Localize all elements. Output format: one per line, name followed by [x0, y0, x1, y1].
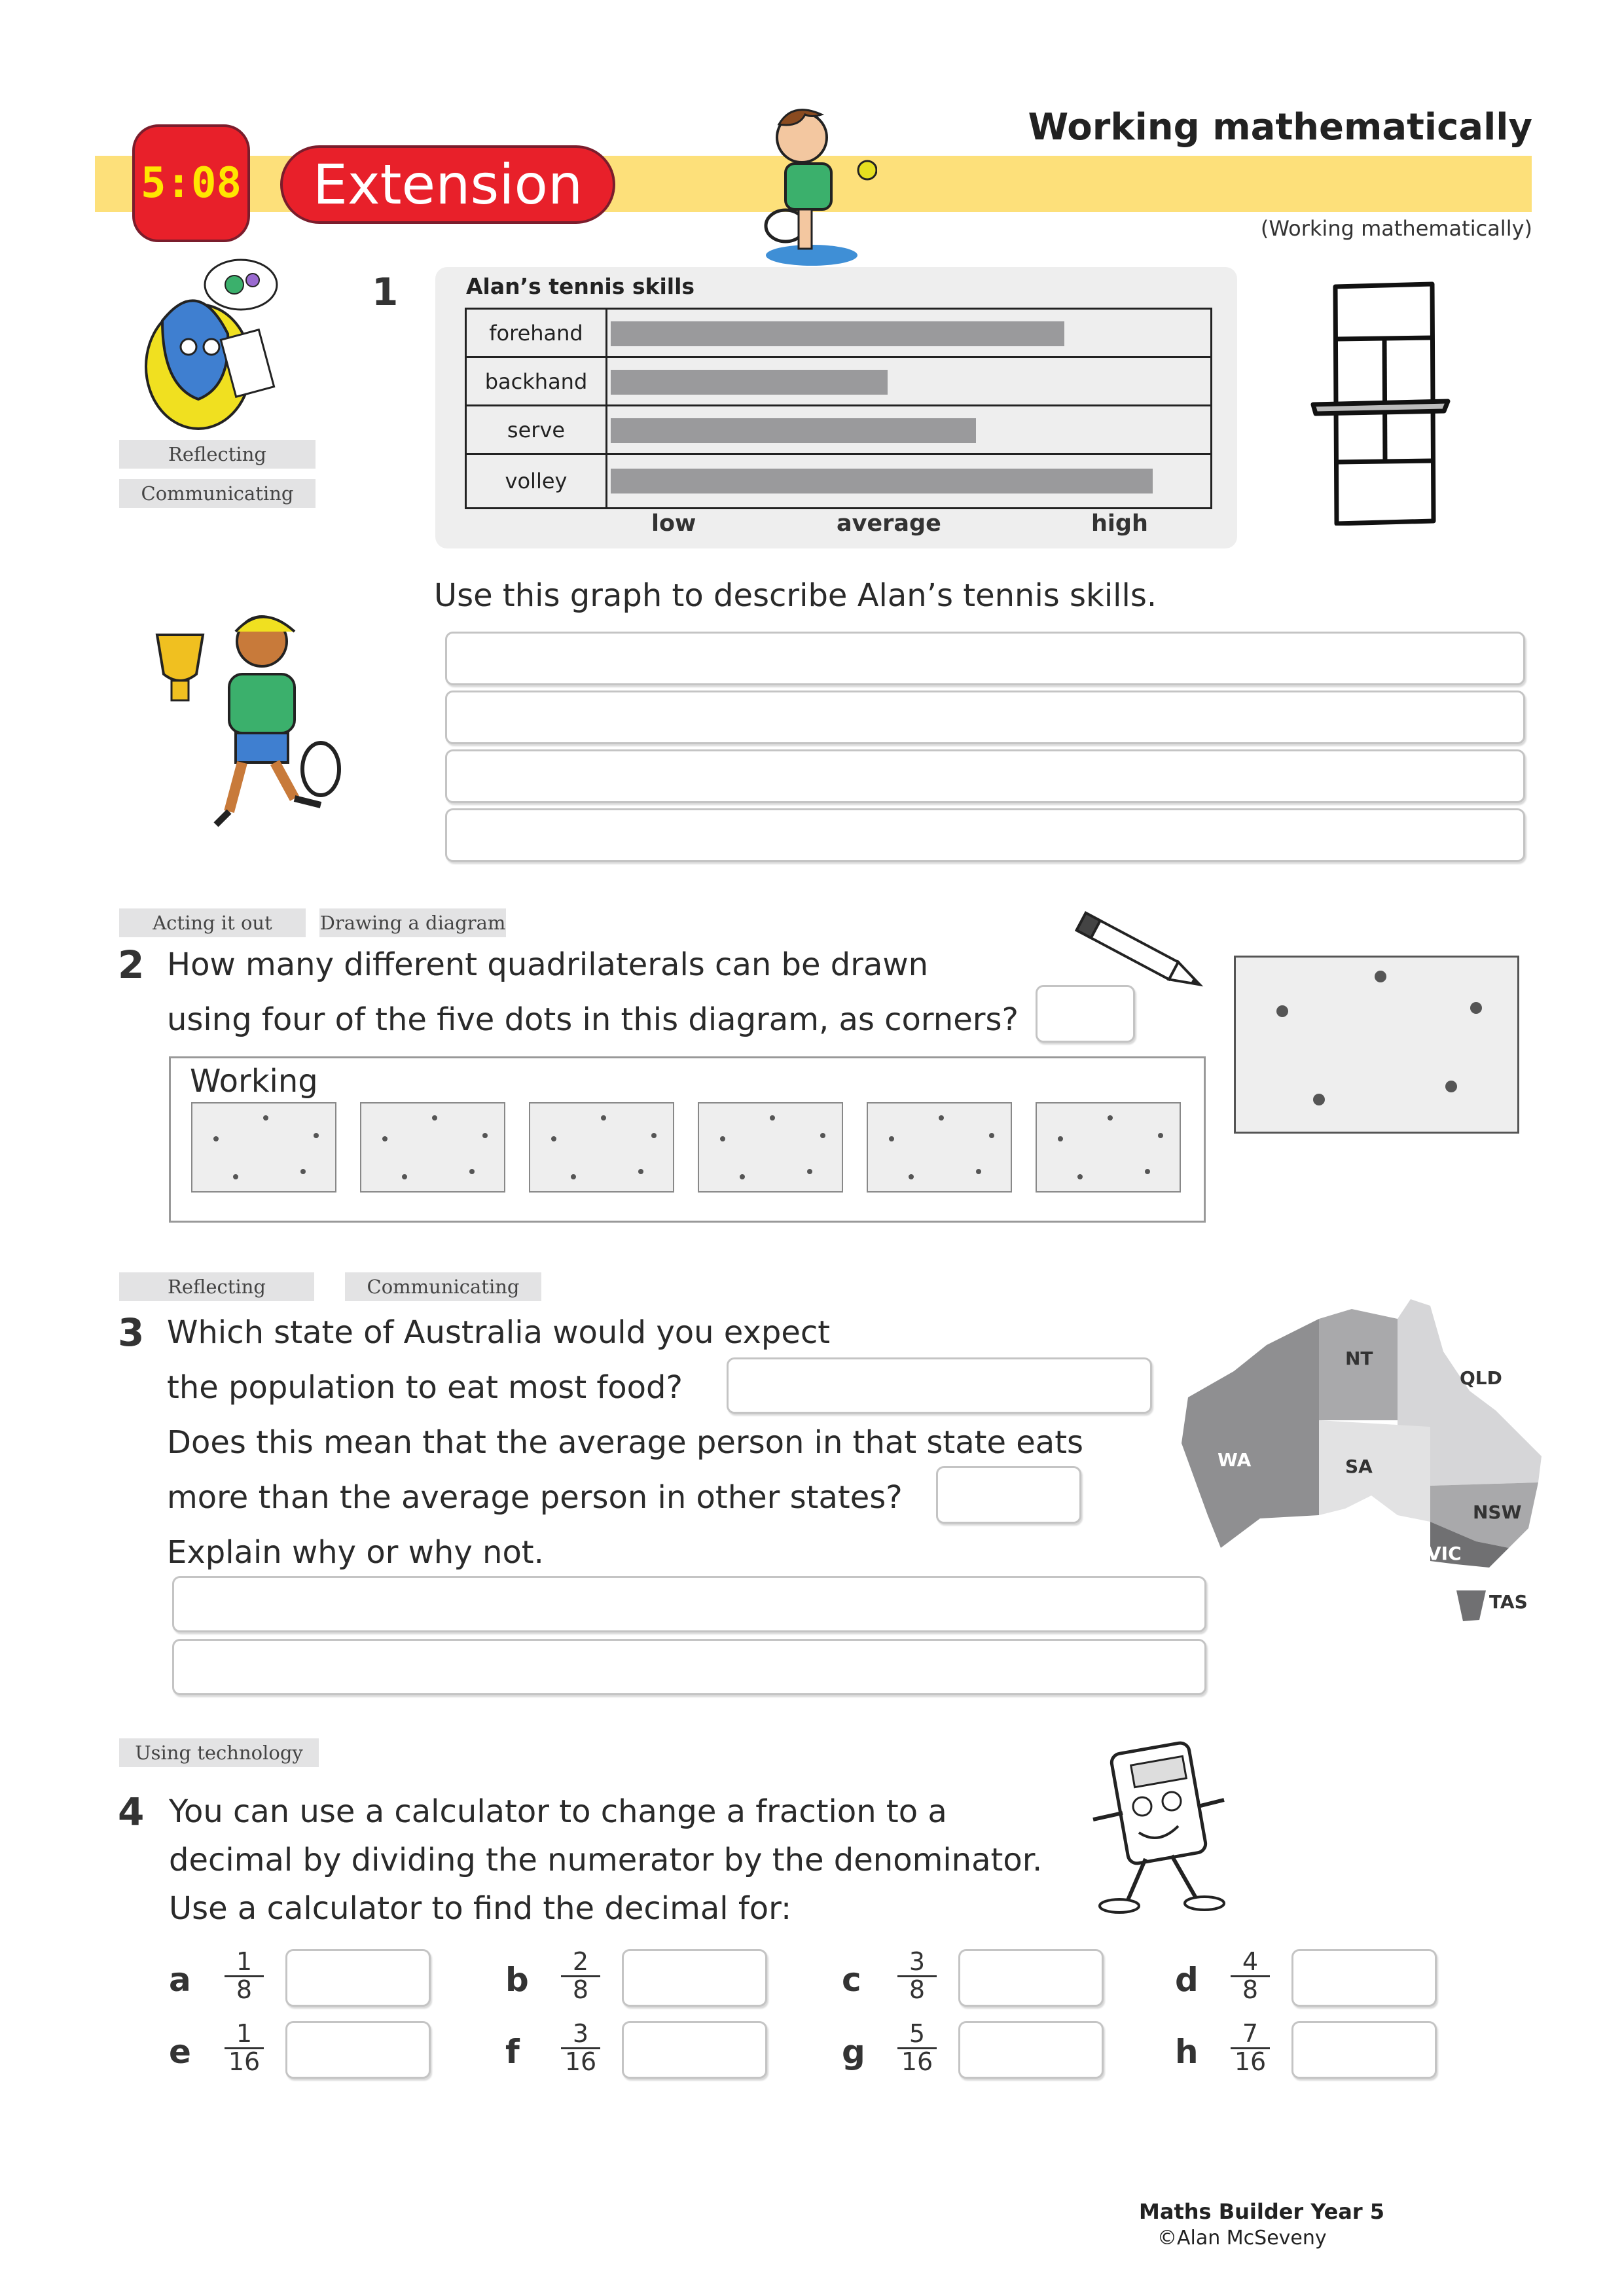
- chart-title: Alan’s tennis skills: [466, 274, 695, 299]
- tag-reflecting-q3: Reflecting: [119, 1272, 314, 1301]
- map-label-nt: NT: [1345, 1348, 1373, 1369]
- dot: [651, 1133, 657, 1138]
- q4-answer-box-d[interactable]: [1291, 1949, 1437, 2007]
- fraction-denominator: 16: [564, 2047, 597, 2076]
- q1-prompt: Use this graph to describe Alan’s tennis skills.: [434, 577, 1157, 614]
- q4-answer-box-c[interactable]: [958, 1949, 1104, 2007]
- chart-bar: [611, 321, 1064, 346]
- extension-badge: Extension: [280, 145, 615, 224]
- fraction-denominator: 8: [236, 1975, 253, 2004]
- x-tick-average: average: [837, 511, 941, 537]
- q3-line-4: more than the average person in other states?: [167, 1479, 903, 1516]
- q4-answer-box-h[interactable]: [1291, 2021, 1437, 2079]
- dot: [551, 1136, 556, 1141]
- q4-fraction: [897, 1949, 937, 2003]
- fraction-numerator: 7: [1231, 2021, 1270, 2049]
- chart-bar: [611, 418, 976, 443]
- five-dots-diagram: [1234, 956, 1519, 1134]
- q3-line-5: Explain why or why not.: [167, 1534, 544, 1571]
- q4-item-letter: g: [842, 2033, 865, 2071]
- q4-fraction: [561, 1949, 600, 2003]
- q4-fraction: [225, 2021, 264, 2075]
- q1-answer-line-2[interactable]: [445, 691, 1525, 744]
- chart-category-label: volley: [467, 455, 607, 507]
- fraction-denominator: 16: [901, 2047, 933, 2076]
- q4-item-letter: e: [169, 2033, 191, 2071]
- dot: [740, 1174, 745, 1179]
- question-number-1: 1: [372, 270, 399, 314]
- fraction-numerator: 2: [561, 1949, 600, 1977]
- q4-item-letter: b: [505, 1961, 529, 1999]
- q3-explain-line-1[interactable]: [172, 1576, 1206, 1632]
- dot: [571, 1174, 576, 1179]
- dot: [807, 1169, 812, 1174]
- chart-row: [467, 406, 1210, 455]
- q4-fraction: [1231, 1949, 1270, 2003]
- q4-fraction: [897, 2021, 937, 2075]
- working-dot-diagram[interactable]: [698, 1102, 843, 1193]
- dot: [1158, 1133, 1163, 1138]
- map-label-nsw: NSW: [1473, 1501, 1522, 1523]
- q3-yes-no-answer-box[interactable]: [936, 1466, 1081, 1524]
- tag-acting-it-out: Acting it out: [119, 908, 306, 937]
- q4-line-1: You can use a calculator to change a fraction to a: [169, 1793, 947, 1830]
- q4-item-letter: c: [842, 1961, 861, 1999]
- dot: [820, 1133, 825, 1138]
- chart-bar: [611, 469, 1153, 493]
- q4-answer-box-f[interactable]: [622, 2021, 767, 2079]
- dot: [213, 1136, 219, 1141]
- section-code-badge: 5:08: [132, 124, 250, 242]
- map-label-tas: TAS: [1489, 1591, 1528, 1613]
- pencil-icon: [1060, 910, 1218, 995]
- working-label: Working: [190, 1063, 318, 1100]
- working-dot-diagram[interactable]: [360, 1102, 505, 1193]
- dot: [601, 1115, 606, 1121]
- fraction-denominator: 8: [572, 1975, 589, 2004]
- q4-item-letter: a: [169, 1961, 191, 1999]
- footer-book-title: Maths Builder Year 5: [1139, 2199, 1385, 2224]
- q4-fraction: [1231, 2021, 1270, 2075]
- trophy-player-illustration: [131, 602, 367, 838]
- q2-line-1: How many different quadrilaterals can be drawn: [167, 946, 929, 983]
- dot: [1145, 1169, 1150, 1174]
- dot: [314, 1133, 319, 1138]
- q3-state-answer-box[interactable]: [727, 1357, 1152, 1414]
- dot: [1276, 1005, 1288, 1017]
- map-label-wa: WA: [1218, 1449, 1252, 1471]
- question-number-2: 2: [118, 942, 145, 987]
- tennis-player-illustration: [746, 98, 877, 268]
- q4-item-letter: d: [1175, 1961, 1199, 1999]
- dot: [976, 1169, 981, 1174]
- q3-line-3: Does this mean that the average person in that state eats: [167, 1424, 1084, 1461]
- tag-communicating: Communicating: [119, 479, 316, 508]
- tennis-court-diagram: [1309, 280, 1453, 526]
- dot: [1313, 1094, 1325, 1105]
- q4-fraction: [561, 2021, 600, 2075]
- page-title: Working mathematically: [1028, 106, 1532, 149]
- tag-using-technology: Using technology: [119, 1738, 319, 1767]
- tag-reflecting: Reflecting: [119, 440, 316, 469]
- q4-fraction: [225, 1949, 264, 2003]
- dot: [263, 1115, 268, 1121]
- tag-communicating-q3: Communicating: [345, 1272, 541, 1301]
- q4-item-letter: f: [505, 2033, 520, 2071]
- q2-line-2: using four of the five dots in this diagram, as corners?: [167, 1001, 1019, 1038]
- question-number-4: 4: [118, 1789, 145, 1834]
- fraction-numerator: 1: [225, 1949, 264, 1977]
- dot: [939, 1115, 944, 1121]
- working-dot-diagram[interactable]: [1036, 1102, 1181, 1193]
- dot: [720, 1136, 725, 1141]
- fraction-numerator: 3: [897, 1949, 937, 1977]
- chart-category-label: backhand: [467, 358, 607, 404]
- dot: [889, 1136, 894, 1141]
- q4-answer-box-a[interactable]: [285, 1949, 431, 2007]
- map-label-vic: VIC: [1427, 1543, 1462, 1564]
- fraction-numerator: 4: [1231, 1949, 1270, 1977]
- fraction-denominator: 16: [228, 2047, 261, 2076]
- chart-row: [467, 358, 1210, 406]
- australia-map: [1182, 1299, 1548, 1640]
- q4-line-3: Use a calculator to find the decimal for:: [169, 1890, 792, 1927]
- dot: [402, 1174, 407, 1179]
- fraction-numerator: 1: [225, 2021, 264, 2049]
- working-dot-diagram[interactable]: [529, 1102, 674, 1193]
- chart-frame: [465, 308, 1212, 509]
- map-label-qld: QLD: [1460, 1367, 1502, 1389]
- q4-answer-box-g[interactable]: [958, 2021, 1104, 2079]
- dot: [770, 1115, 775, 1121]
- q3-line-2: the population to eat most food?: [167, 1369, 683, 1406]
- dot: [233, 1174, 238, 1179]
- page-subtitle: (Working mathematically): [1260, 216, 1532, 241]
- chart-row: [467, 455, 1210, 507]
- q4-line-2: decimal by dividing the numerator by the denominator.: [169, 1842, 1043, 1878]
- q1-answer-line-4[interactable]: [445, 808, 1525, 862]
- dot: [1077, 1174, 1083, 1179]
- chart-category-label: serve: [467, 406, 607, 453]
- q3-explain-line-2[interactable]: [172, 1639, 1206, 1695]
- calculator-character-illustration: [1074, 1728, 1244, 1918]
- dot: [638, 1169, 643, 1174]
- dot: [300, 1169, 306, 1174]
- dot: [1058, 1136, 1063, 1141]
- x-tick-high: high: [1091, 511, 1148, 537]
- chart-category-label: forehand: [467, 310, 607, 356]
- dot: [1375, 971, 1386, 982]
- x-tick-low: low: [651, 511, 696, 537]
- fraction-numerator: 5: [897, 2021, 937, 2049]
- q1-answer-line-3[interactable]: [445, 749, 1525, 803]
- fraction-denominator: 8: [1242, 1975, 1259, 2004]
- q4-answer-box-e[interactable]: [285, 2021, 431, 2079]
- dot: [1445, 1081, 1457, 1092]
- chart-bar: [611, 370, 888, 395]
- q4-item-letter: h: [1175, 2033, 1199, 2071]
- working-dot-diagram[interactable]: [867, 1102, 1012, 1193]
- dot: [909, 1174, 914, 1179]
- q1-answer-line-1[interactable]: [445, 632, 1525, 685]
- dot: [989, 1133, 994, 1138]
- dot: [432, 1115, 437, 1121]
- dot: [1108, 1115, 1113, 1121]
- thinking-character-illustration: [123, 255, 293, 439]
- map-label-sa: SA: [1345, 1456, 1373, 1477]
- working-dot-diagram[interactable]: [191, 1102, 336, 1193]
- dot: [382, 1136, 388, 1141]
- q3-line-1: Which state of Australia would you expect: [167, 1314, 831, 1351]
- dot: [469, 1169, 475, 1174]
- q4-answer-box-b[interactable]: [622, 1949, 767, 2007]
- fraction-denominator: 8: [909, 1975, 926, 2004]
- fraction-numerator: 3: [561, 2021, 600, 2049]
- footer-copyright: ©Alan McSeveny: [1157, 2227, 1327, 2250]
- fraction-denominator: 16: [1234, 2047, 1267, 2076]
- dot: [1470, 1002, 1482, 1014]
- tag-drawing-a-diagram: Drawing a diagram: [319, 908, 506, 937]
- question-number-3: 3: [118, 1310, 145, 1355]
- chart-row: [467, 310, 1210, 358]
- dot: [482, 1133, 488, 1138]
